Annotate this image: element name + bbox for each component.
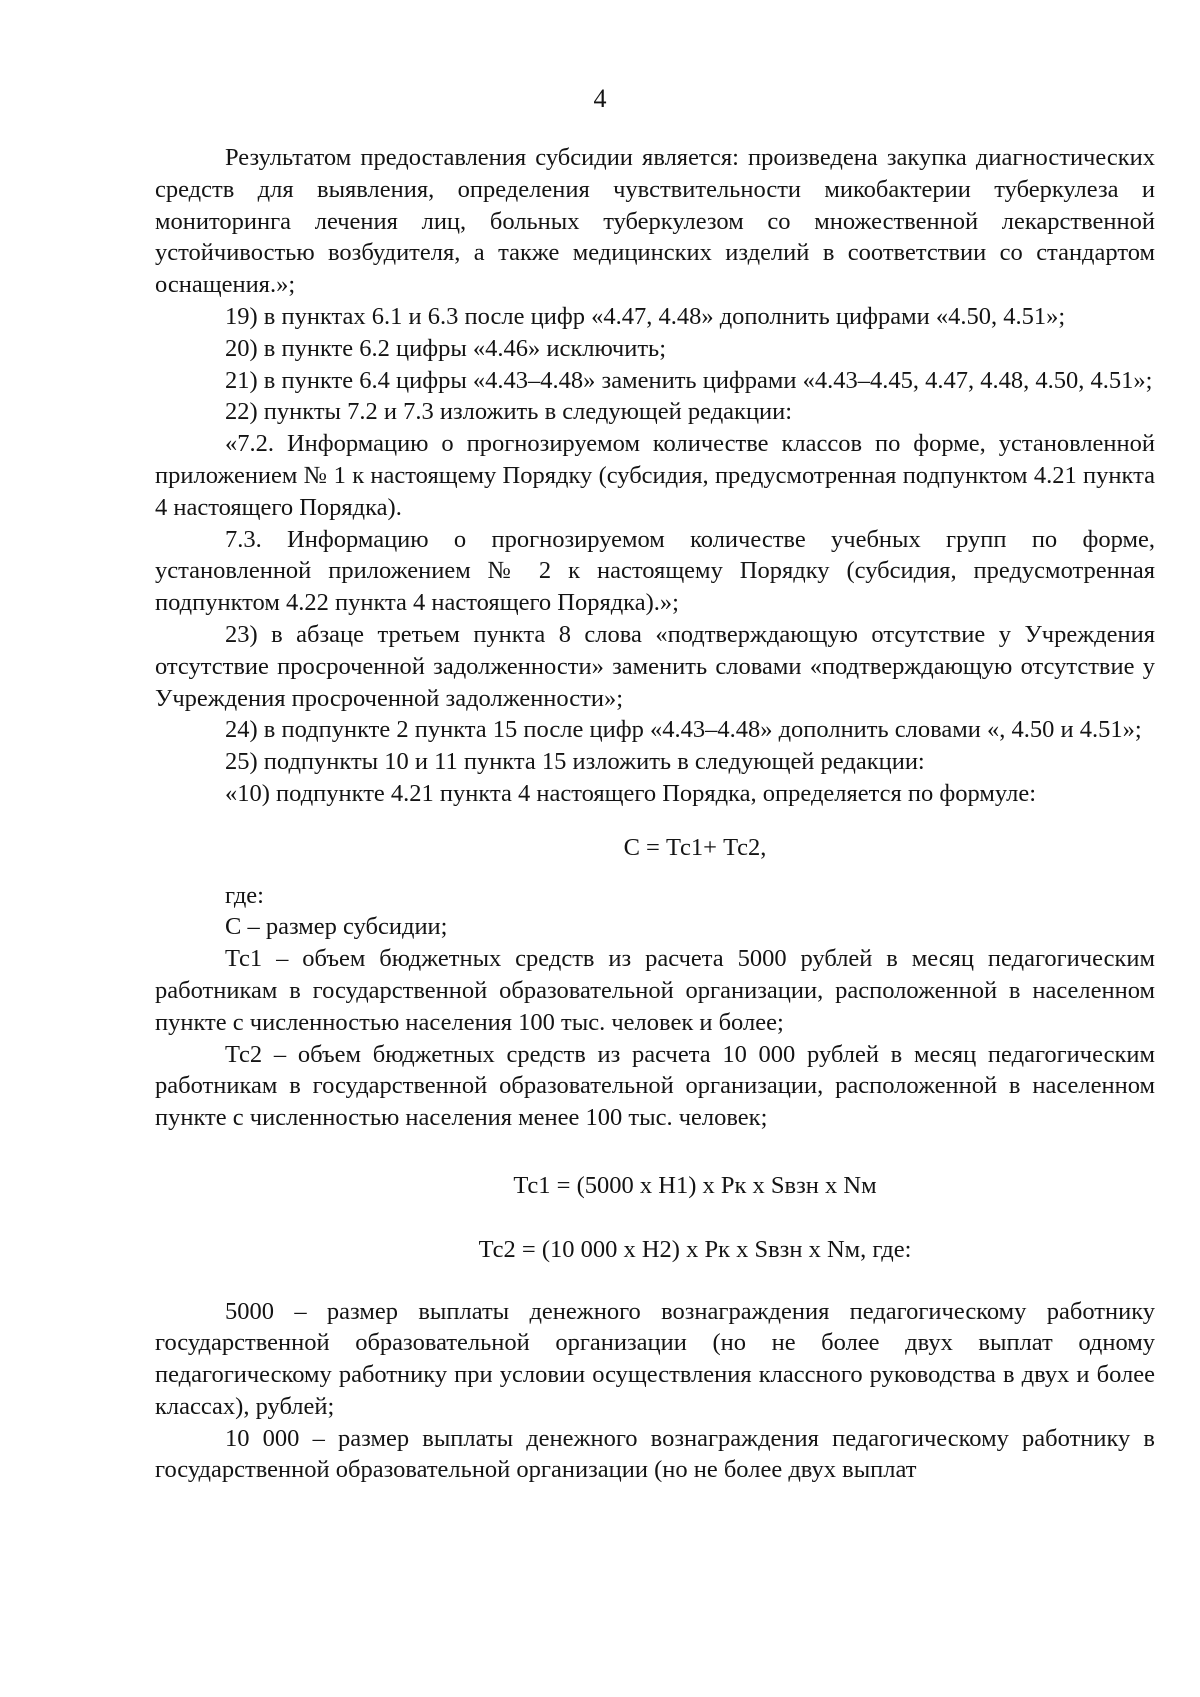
paragraph-def-c: С – размер субсидии; [225,913,448,941]
paragraph-def-5000: 5000 – размер выплаты денежного вознаграждения педагогическому работнику государственной образовательной организации (но не более двух выплат одному педагогическому работнику при условии осуществления классного руководства в двух и более классах), рублей; [155,1297,1155,1420]
paragraph-where: где: [225,881,264,909]
paragraph-item-24: 24) в подпункте 2 пункта 15 после цифр «4.43–4.48» дополнить словами «, 4.50 и 4.51»; [225,716,1142,744]
formula-tc1: Тс1 = (5000 х Н1) х Рк х Sвзн х Nм [513,1171,877,1199]
page-number: 4 [593,84,607,113]
paragraph-clause-7-3: 7.3. Информацию о прогнозируемом количестве учебных групп по форме, установленной приложением № 2 к настоящему Порядку (субсидия, предусмотренная подпунктом 4.22 пункта 4 настоящего Порядка).»; [155,525,1155,617]
paragraph-def-tc2: Тс2 – объем бюджетных средств из расчета 10 000 рублей в месяц педагогическим работникам в государственной образовательной организации, расположенной в населенном пункте с численностью населения менее 100 тыс. человек; [155,1040,1155,1132]
paragraph-item-19: 19) в пунктах 6.1 и 6.3 после цифр «4.47, 4.48» дополнить цифрами «4.50, 4.51»; [225,302,1066,330]
formula-subsidy: С = Тс1+ Тс2, [623,833,767,861]
document-body [155,142,1155,1486]
paragraph-item-23: 23) в абзаце третьем пункта 8 слова «подтверждающую отсутствие у Учреждения отсутствие просроченной задолженности» заменить словами «подтверждающую отсутствие у Учреждения просроченной задолженности»; [155,620,1155,712]
paragraph-def-10000: 10 000 – размер выплаты денежного вознаграждения педагогическому работнику в государственной образовательной организации (но не более двух выплат [155,1424,1155,1484]
paragraph-item-22: 22) пункты 7.2 и 7.3 изложить в следующей редакции: [225,398,793,426]
paragraph-item-21: 21) в пункте 6.4 цифры «4.43–4.48» заменить цифрами «4.43–4.45, 4.47, 4.48, 4.50, 4.51»; [225,366,1153,394]
paragraph-result-statement: Результатом предоставления субсидии является: произведена закупка диагностических средств для выявления, определения чувствительности микобактерии туберкулеза и мониторинга лечения лиц, больных туберкулезом со множественной лекарственной устойчивостью возбудителя, а также медицинских изделий в соответствии со стандартом оснащения.»; [155,144,1155,299]
paragraph-subitem-10: «10) подпункте 4.21 пункта 4 настоящего Порядка, определяется по формуле: [225,779,1037,807]
paragraph-def-tc1: Тс1 – объем бюджетных средств из расчета 5000 рублей в месяц педагогическим работникам в государственной образовательной организации, расположенной в населенном пункте с численностью населения 100 тыс. человек и более; [155,945,1155,1036]
formula-tc2: Тс2 = (10 000 х Н2) х Рк х Sвзн х Nм, где: [478,1235,912,1263]
paragraph-item-20: 20) в пункте 6.2 цифры «4.46» исключить; [225,334,667,362]
paragraph-clause-7-2: «7.2. Информацию о прогнозируемом количестве классов по форме, установленной приложением № 1 к настоящему Порядку (субсидия, предусмотренная подпунктом 4.21 пункта 4 настоящего Порядка). [155,430,1155,521]
paragraph-item-25: 25) подпункты 10 и 11 пункта 15 изложить в следующей редакции: [225,748,925,776]
